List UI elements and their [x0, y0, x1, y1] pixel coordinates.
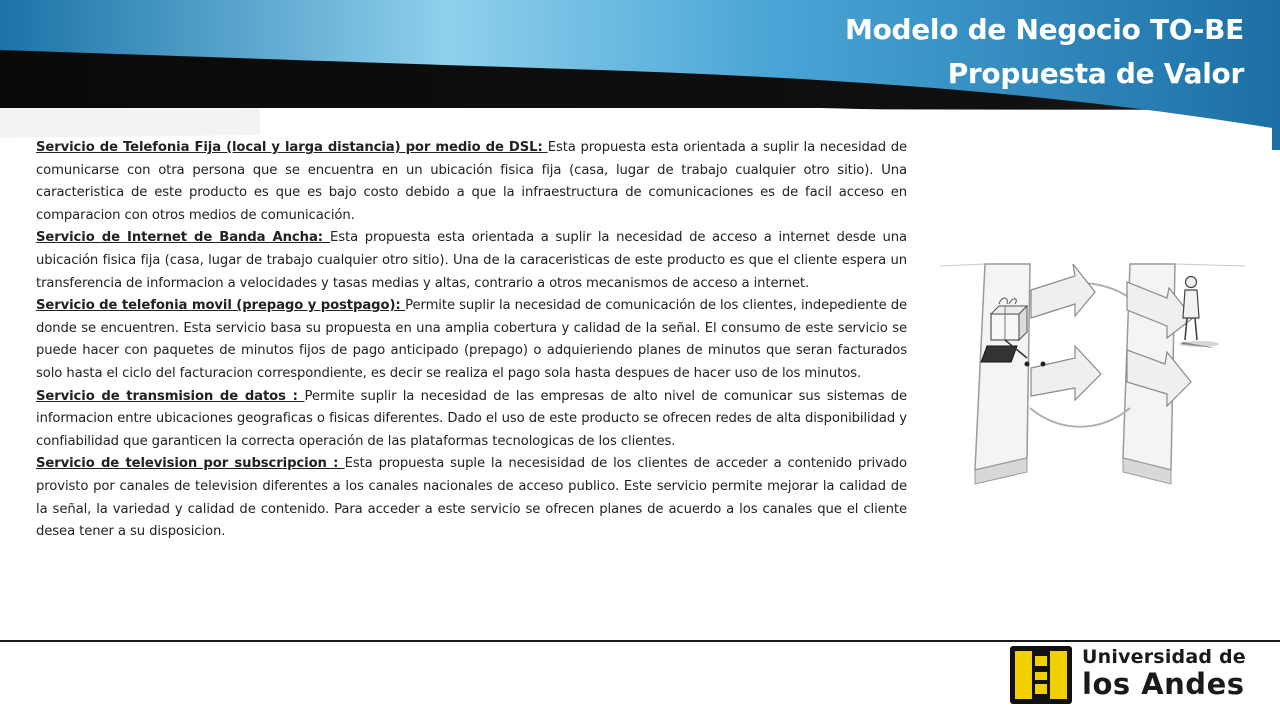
paragraph-title: Servicio de Telefonia Fija (local y larga distancia) por medio de DSL: [36, 140, 548, 155]
value-proposition-illustration [935, 258, 1265, 488]
illustration-graphic [935, 258, 1265, 488]
logo-line-1: Universidad de [1082, 646, 1246, 668]
paragraph-body: Permite suplir la necesidad de comunicación de los clientes, indepediente de donde se encuentren. Esta servicio basa su propuesta en una amplia cobertura y calidad de la señal. El consumo de este servicio se puede hacer con paquetes de minutos fijos de pago anticipado (prepago) o adquieriendo planes de minutos que seran facturados solo hasta el ciclo del facturacion correspondiente, es decir se realiza el pago sola hasta despues de hacer uso de los minutos. [36, 298, 907, 381]
slide-title [845, 8, 1244, 96]
paragraph-datos [36, 386, 907, 454]
paragraph-title: Servicio de transmision de datos : [36, 388, 305, 404]
content-body [36, 137, 907, 544]
title-line-1: Modelo de Negocio TO-BE [845, 13, 1244, 46]
paragraph-telefonia-movil [36, 295, 907, 385]
logo-wordmark [1082, 646, 1246, 700]
logo-line-2: los Andes [1082, 667, 1245, 701]
university-logo [1010, 646, 1260, 704]
paragraph-telefonia-fija [36, 137, 907, 227]
paragraph-internet [36, 227, 907, 295]
paragraph-title: Servicio de Internet de Banda Ancha: [36, 230, 331, 246]
footer-divider [0, 640, 1280, 642]
paragraph-body: Permite suplir la necesidad de las empresas de alto nivel de comunicar sus sistemas de informacion entre ubicaciones geograficas o fisicas diferentes. Dado el uso de este producto se ofrecen redes de alta disponibilidad y confiabilidad que garanticen la correcta operación de las plataformas tecnologicas de los clientes. [36, 388, 908, 449]
paragraph-body: Esta propuesta esta orientada a suplir la necesidad de acceso a internet desde una ubicación fisica fija (casa, lugar de trabajo cualquier otro sitio). Una de la caraceristicas de este producto es que el cliente espera un transferencia de informacion a velocidades y tasas medias y altas, contrario a otros mecanismos de acceso a internet. [36, 230, 907, 291]
paragraph-body: Esta propuesta esta orientada a suplir la necesidad de comunicarse con otra persona que se encuentra en un ubicación fisica fija (casa, lugar de trabajo cualquier otro sitio). Una caracteristica de este producto es que es bajo costo debido a que la infraestructura de comunicaciones es de facil acceso en comparacion con otros medios de comunicación. [36, 140, 908, 223]
logo-emblem-icon [1010, 646, 1072, 704]
paragraph-television [36, 453, 907, 543]
paragraph-title: Servicio de television por subscripcion : [36, 456, 345, 472]
paragraph-body: Esta propuesta suple la necesisidad de los clientes de acceder a contenido privado provisto por canales de television diferentes a los canales nacionales de acceso publico. Este servicio permite mejorar la calidad de la señal, la variedad y calidad de contenido. Para acceder a este servicio se ofrecen planes de acuerdo a los canales que el cliente desea tener a su disposicion. [36, 456, 907, 540]
title-line-2: Propuesta de Valor [947, 57, 1244, 90]
paragraph-title: Servicio de telefonia movil (prepago y postpago): [36, 298, 406, 314]
